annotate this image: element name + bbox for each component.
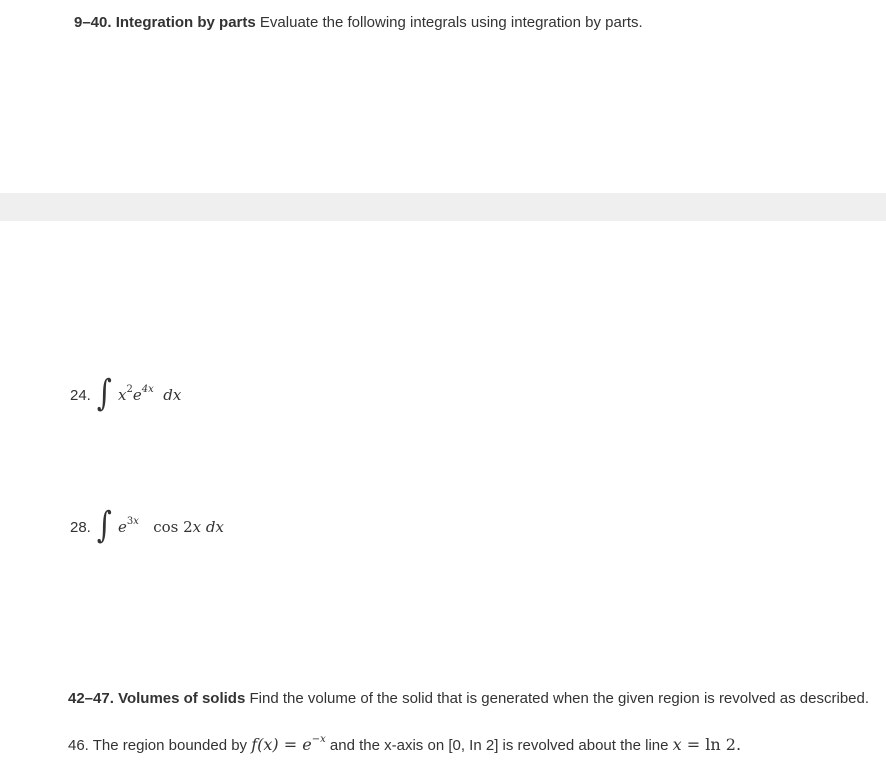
- integral-sign: ∫: [96, 505, 112, 546]
- problem-46: [68, 735, 741, 754]
- problem-text-middle: and the x-axis on [0, In 2] is revolved about the line: [329, 737, 669, 754]
- section-header-volumes: [68, 690, 869, 707]
- section-title: Integration by parts: [115, 14, 256, 31]
- line-equation: x =: [672, 735, 706, 754]
- problem-28: [70, 505, 224, 546]
- problem-number: 28.: [70, 518, 91, 536]
- integral-sign: ∫: [96, 373, 112, 414]
- problem-number: 24.: [70, 386, 91, 404]
- section-header-integration: [74, 14, 643, 31]
- problem-number: 46.: [68, 737, 89, 754]
- integrand: $x^2e^{4x}$ dx: [117, 383, 182, 404]
- section-range: 42–47.: [68, 690, 114, 707]
- problem-24: [70, 373, 182, 414]
- divider-band: [0, 193, 886, 221]
- problem-text-before: The region bounded by: [92, 737, 248, 754]
- section-instruction: Evaluate the following integrals using integration by parts.: [259, 14, 643, 31]
- line-value: ln 2.: [705, 735, 742, 754]
- integrand: $e^{3x}$ cos 2x dx: [117, 515, 224, 536]
- section-title: Volumes of solids: [118, 690, 246, 707]
- function-expression: $f(x) = e^{-x}$: [251, 733, 326, 754]
- section-instruction: Find the volume of the solid that is generated when the given region is revolved as described.: [249, 690, 870, 707]
- section-range: 9–40.: [74, 14, 112, 31]
